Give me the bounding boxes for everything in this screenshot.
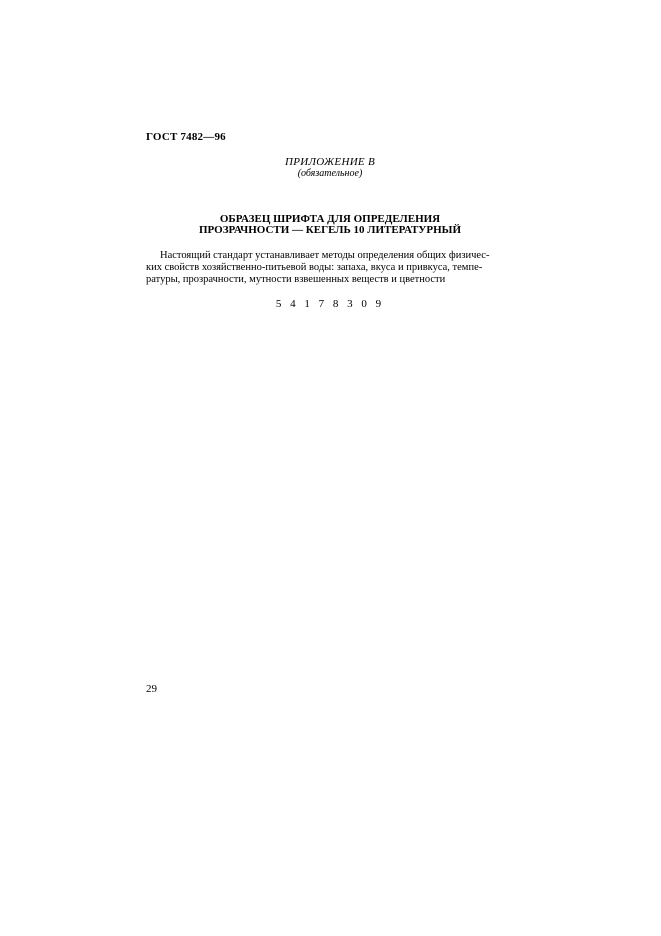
- page-number: 29: [146, 683, 157, 695]
- paragraph-line-2: ких свойств хозяйственно-питьевой воды: запаха, вкуса и привкуса, темпе-: [146, 262, 483, 273]
- paragraph-line-3: ратуры, прозрачности, мутности взвешенных веществ и цветности: [146, 274, 446, 285]
- section-heading-line-2: ПРОЗРАЧНОСТИ — КЕГЕЛЬ 10 ЛИТЕРАТУРНЫЙ: [198, 224, 462, 236]
- appendix-status: (обязательное): [297, 168, 363, 179]
- standard-code-header: ГОСТ 7482—96: [146, 131, 226, 143]
- sample-digits: 5 4 1 7 8 3 0 9: [275, 298, 385, 310]
- section-heading: [146, 214, 514, 236]
- section-heading-line-1: ОБРАЗЕЦ ШРИФТА ДЛЯ ОПРЕДЕЛЕНИЯ: [219, 213, 441, 225]
- paragraph-line-1: Настоящий стандарт устанавливает методы определения общих физичес-: [160, 250, 490, 261]
- appendix-title: ПРИЛОЖЕНИЕ В: [284, 156, 376, 168]
- appendix-label: [146, 156, 514, 179]
- sample-paragraph: [146, 250, 516, 286]
